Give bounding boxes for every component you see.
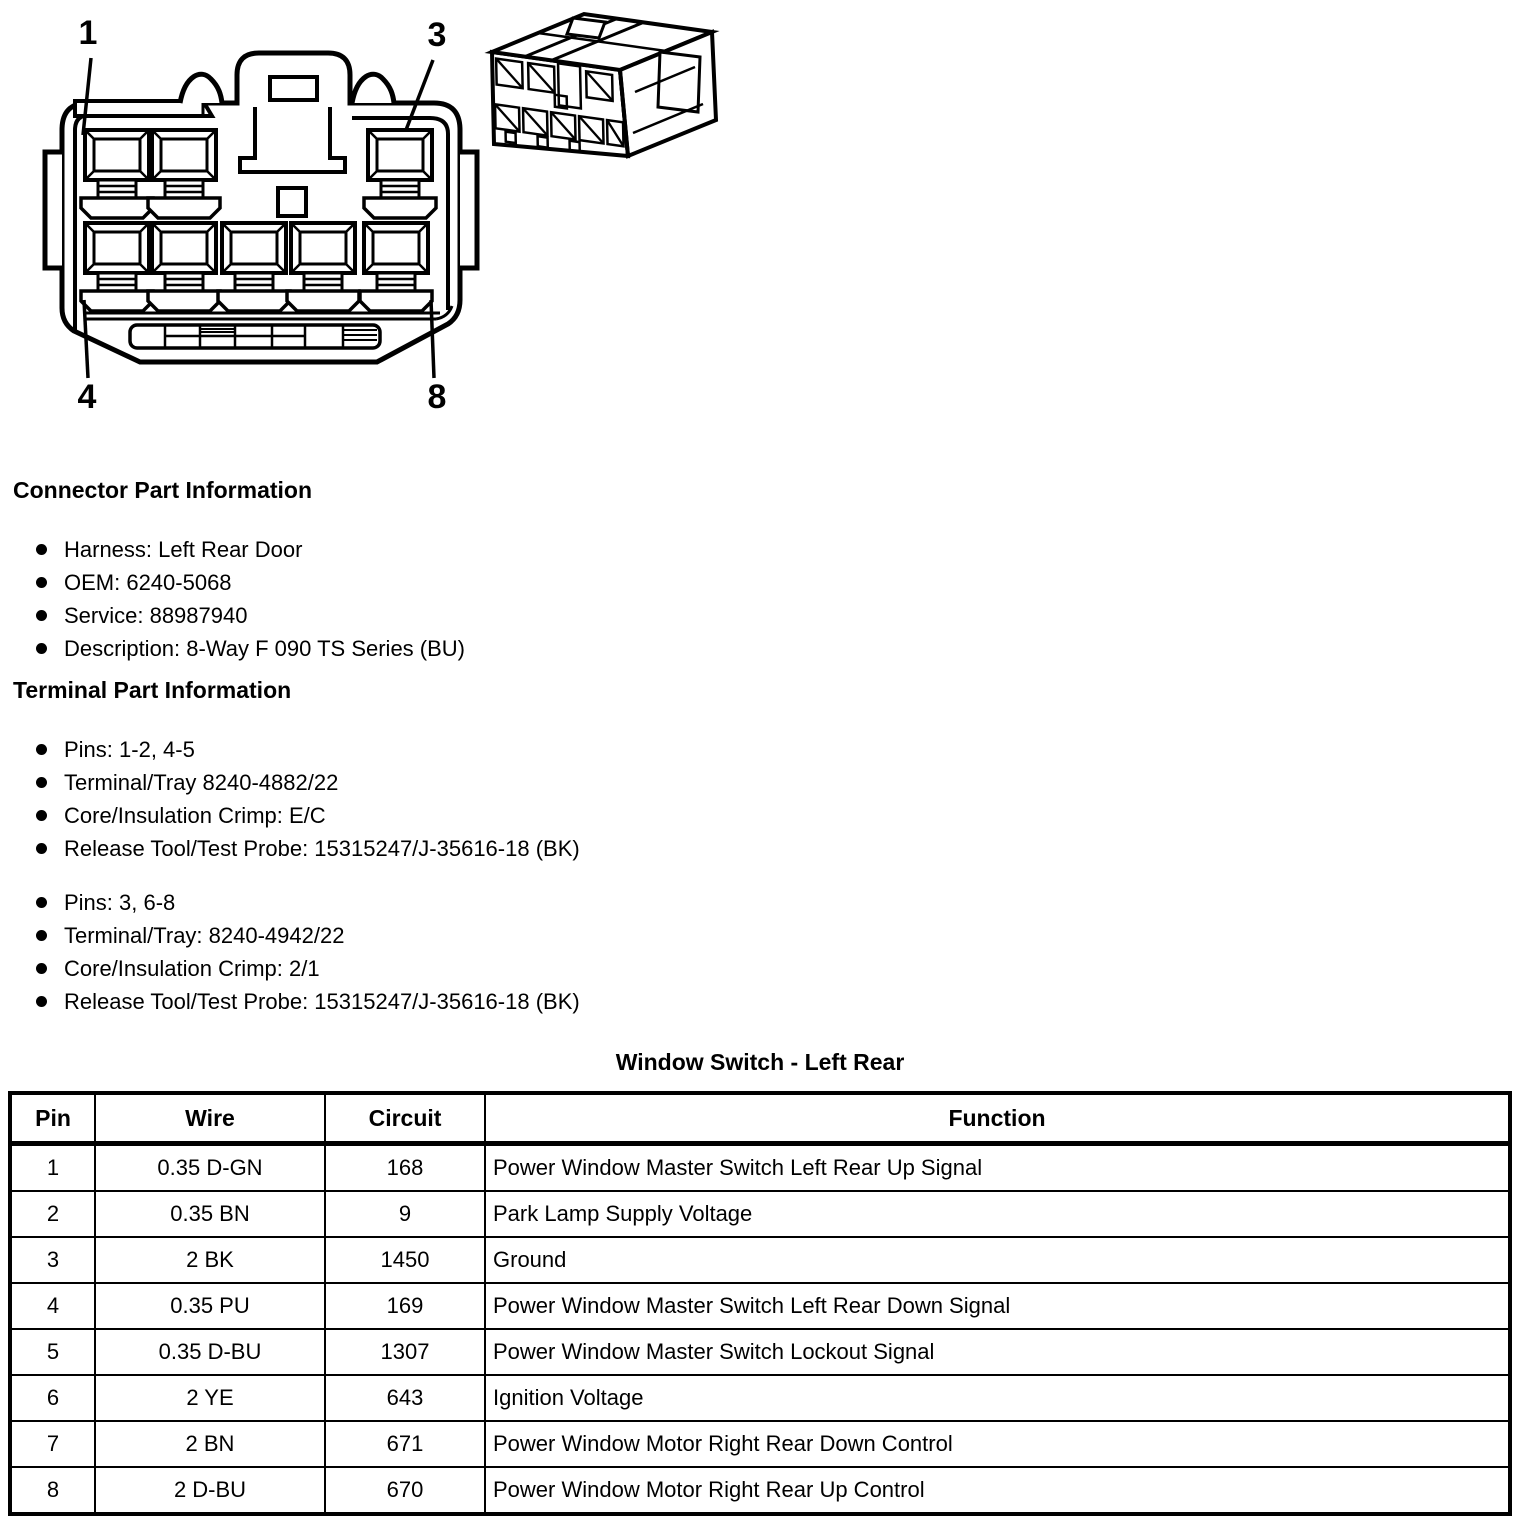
column-header-wire: Wire xyxy=(95,1093,325,1144)
table-row xyxy=(10,1283,1510,1329)
function-cell: Power Window Master Switch Lockout Signal xyxy=(485,1329,1510,1375)
function-cell: Ground xyxy=(485,1237,1510,1283)
function-cell: Power Window Motor Right Rear Up Control xyxy=(485,1467,1510,1514)
list-item-text: Description: 8-Way F 090 TS Series (BU) xyxy=(64,636,466,661)
bullet-icon xyxy=(36,810,47,821)
column-header-circuit: Circuit xyxy=(325,1093,485,1144)
info-sections xyxy=(13,479,1507,1018)
connector-part-info-heading: Connector Part Information xyxy=(13,477,313,503)
function-cell: Power Window Motor Right Rear Down Control xyxy=(485,1421,1510,1467)
list-item-text: OEM: 6240-5068 xyxy=(64,570,232,595)
list-item-text: Release Tool/Test Probe: 15315247/J-35616-18 (BK) xyxy=(64,836,580,861)
pin-cell: 2 xyxy=(10,1191,95,1237)
wire-cell: 0.35 BN xyxy=(95,1191,325,1237)
bottom-latch-strip xyxy=(130,325,380,348)
top-latch-3d xyxy=(567,18,605,38)
table-header-row xyxy=(10,1093,1510,1144)
function-cell: Power Window Master Switch Left Rear Down Signal xyxy=(485,1283,1510,1329)
top-rib-bar xyxy=(75,101,212,116)
terminal-part-info-list-2 xyxy=(13,886,1507,1018)
bullet-icon xyxy=(36,610,47,621)
list-item xyxy=(13,599,1507,632)
bullet-icon xyxy=(36,643,47,654)
list-item xyxy=(13,952,1507,985)
connector-front-view-diagram xyxy=(0,0,500,420)
wire-cell: 0.35 PU xyxy=(95,1283,325,1329)
circuit-cell: 643 xyxy=(325,1375,485,1421)
list-item-text: Terminal/Tray 8240-4882/22 xyxy=(64,770,339,795)
list-item xyxy=(13,919,1507,952)
circuit-cell: 169 xyxy=(325,1283,485,1329)
function-cell: Ignition Voltage xyxy=(485,1375,1510,1421)
function-cell: Park Lamp Supply Voltage xyxy=(485,1191,1510,1237)
right-ear-hook xyxy=(352,74,394,103)
bullet-icon xyxy=(36,843,47,854)
circuit-cell: 670 xyxy=(325,1467,485,1514)
pin-cell: 7 xyxy=(10,1421,95,1467)
bullet-icon xyxy=(36,777,47,788)
circuit-cell: 168 xyxy=(325,1144,485,1192)
pinout-table xyxy=(8,1091,1512,1516)
circuit-cell: 9 xyxy=(325,1191,485,1237)
list-item xyxy=(13,799,1507,832)
center-index-square xyxy=(278,188,306,216)
bullet-icon xyxy=(36,996,47,1007)
top-latch-slot xyxy=(270,77,317,100)
list-item-text: Pins: 3, 6-8 xyxy=(64,890,176,915)
table-row xyxy=(10,1237,1510,1283)
pinout-section xyxy=(8,1051,1512,1516)
list-item-text: Pins: 1-2, 4-5 xyxy=(64,737,195,762)
list-item-text: Release Tool/Test Probe: 15315247/J-35616-18 (BK) xyxy=(64,989,580,1014)
pinout-table-body xyxy=(10,1144,1510,1515)
bullet-icon xyxy=(36,577,47,588)
table-row xyxy=(10,1191,1510,1237)
table-row xyxy=(10,1375,1510,1421)
list-item xyxy=(13,832,1507,865)
pin-cell: 8 xyxy=(10,1467,95,1514)
wire-cell: 2 BN xyxy=(95,1421,325,1467)
pin1-callout: 1 xyxy=(78,14,98,52)
circuit-cell: 1450 xyxy=(325,1237,485,1283)
connector-3d-view-diagram xyxy=(475,0,735,175)
pin-cell: 1 xyxy=(10,1144,95,1192)
list-item xyxy=(13,632,1507,665)
function-cell: Power Window Master Switch Left Rear Up Signal xyxy=(485,1144,1510,1192)
list-item-text: Terminal/Tray: 8240-4942/22 xyxy=(64,923,345,948)
terminal-part-info-heading: Terminal Part Information xyxy=(13,677,292,703)
table-row xyxy=(10,1144,1510,1192)
list-item xyxy=(13,886,1507,919)
list-item-text: Core/Insulation Crimp: E/C xyxy=(64,803,326,828)
wire-cell: 2 BK xyxy=(95,1237,325,1283)
circuit-cell: 671 xyxy=(325,1421,485,1467)
table-row xyxy=(10,1467,1510,1514)
wire-cell: 0.35 D-BU xyxy=(95,1329,325,1375)
pin4-callout: 4 xyxy=(77,378,97,416)
circuit-cell: 1307 xyxy=(325,1329,485,1375)
terminal-part-info-list-1 xyxy=(13,733,1507,865)
wire-cell: 2 YE xyxy=(95,1375,325,1421)
bullet-icon xyxy=(36,897,47,908)
bullet-icon xyxy=(36,544,47,555)
wire-cell: 2 D-BU xyxy=(95,1467,325,1514)
column-header-pin: Pin xyxy=(10,1093,95,1144)
list-item xyxy=(13,566,1507,599)
pin-cell: 4 xyxy=(10,1283,95,1329)
list-item xyxy=(13,733,1507,766)
side-recess xyxy=(658,52,700,112)
table-title: Window Switch - Left Rear xyxy=(615,1049,905,1075)
table-row xyxy=(10,1329,1510,1375)
pin3-callout: 3 xyxy=(427,16,447,54)
bullet-icon xyxy=(36,744,47,755)
pin-cell: 6 xyxy=(10,1375,95,1421)
left-ear-hook xyxy=(180,74,222,103)
bottom-pin-row xyxy=(81,223,432,311)
wire-cell: 0.35 D-GN xyxy=(95,1144,325,1192)
bullet-icon xyxy=(36,963,47,974)
list-item xyxy=(13,766,1507,799)
table-row xyxy=(10,1421,1510,1467)
pin-cell: 3 xyxy=(10,1237,95,1283)
list-item-text: Service: 88987940 xyxy=(64,603,248,628)
list-item xyxy=(13,985,1507,1018)
list-item-text: Core/Insulation Crimp: 2/1 xyxy=(64,956,320,981)
column-header-function: Function xyxy=(485,1093,1510,1144)
bullet-icon xyxy=(36,930,47,941)
left-side-tab xyxy=(45,152,62,268)
pin-cell: 5 xyxy=(10,1329,95,1375)
pin8-callout: 8 xyxy=(427,378,447,416)
list-item xyxy=(13,533,1507,566)
list-item-text: Harness: Left Rear Door xyxy=(64,537,303,562)
connector-part-info-list xyxy=(13,533,1507,665)
